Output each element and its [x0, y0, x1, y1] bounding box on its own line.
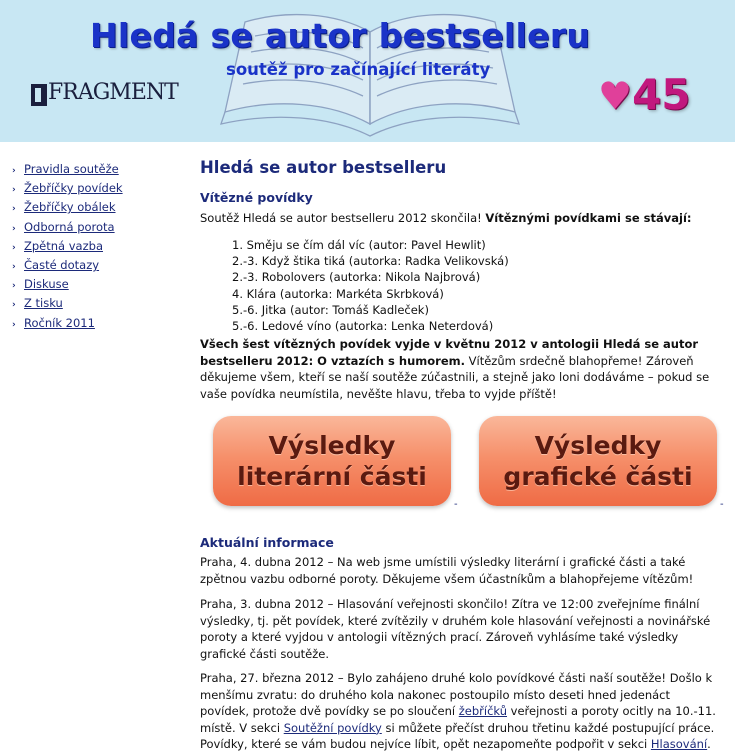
sidebar-item-caste-dotazy	[12, 256, 182, 275]
site-subtitle: soutěž pro začínající literáty	[226, 60, 491, 79]
news3-text-b: veřejnosti a poroty ocitly na 10.-11. místě. V sekci	[200, 704, 716, 735]
site-header	[0, 0, 735, 142]
intro-bold: Vítěznými povídkami se stávají:	[485, 211, 692, 225]
sidebar-link[interactable]: Diskuse	[24, 277, 69, 292]
chevron-right-icon: ›	[12, 281, 16, 292]
news-heading: Aktuální informace	[200, 535, 334, 550]
sidebar-link[interactable]: Z tisku	[24, 296, 63, 311]
heart-counter[interactable]	[598, 70, 691, 119]
page-title: Hledá se autor bestselleru	[200, 158, 447, 177]
sidebar-item-odborna-porota	[12, 218, 182, 237]
sidebar-item-diskuse	[12, 275, 182, 294]
sidebar-nav	[12, 160, 182, 333]
chevron-right-icon: ›	[12, 223, 16, 234]
heart-icon: ♥	[598, 74, 633, 118]
chevron-right-icon: ›	[12, 166, 16, 176]
sidebar-link[interactable]: Žebříčky povídek	[24, 181, 123, 196]
list-item: 2.-3. Když štika tiká (autorka: Radka Velikovská)	[232, 254, 509, 269]
chevron-right-icon: ›	[12, 204, 16, 215]
sidebar-link[interactable]: Žebříčky obálek	[24, 200, 116, 215]
list-item: 4. Klára (autorka: Markéta Skrbková)	[232, 286, 444, 301]
news3-text-d: .	[707, 737, 711, 751]
sidebar-link[interactable]: Pravidla soutěže	[24, 162, 119, 176]
list-item: 2.-3. Robolovers (autorka: Nikola Najbrová)	[232, 270, 481, 285]
literary-results-button[interactable]: Výsledky literární části	[213, 416, 451, 506]
news-item-2: Praha, 3. dubna 2012 – Hlasování veřejnosti skončilo! Zítra ve 12:00 zveřejníme finální výsledky, tj. pět povídek, které zvítězily v druhém kole hlasování veřejnosti a novinářské poroty a které vyjdou v antologii vítězných prací. Zároveň vyhlásíme také výsledky grafické části soutěže.	[200, 597, 711, 661]
sidebar-item-rocnik-2011	[12, 314, 182, 333]
sidebar-item-zebricky-obalek	[12, 198, 182, 217]
list-item: 1. Směju se čím dál víc (autor: Pavel Hewlit)	[232, 238, 486, 252]
anthology-paragraph	[200, 336, 720, 402]
winners-list	[232, 237, 509, 334]
hlasovani-link[interactable]: Hlasování	[650, 737, 708, 751]
news-item-3	[200, 670, 720, 753]
sidebar-link[interactable]: Odborná porota	[24, 219, 115, 234]
sidebar-item-pravidla	[12, 160, 182, 179]
soutezni-povidky-link[interactable]: Soutěžní povídky	[283, 720, 382, 735]
intro-text: Soutěž Hledá se autor bestselleru 2012 skončila!	[200, 211, 486, 225]
chevron-right-icon: ›	[12, 261, 16, 272]
chevron-right-icon: ›	[12, 242, 16, 253]
anthology-text: Vítězům srdečně blahopřeme! Zároveň děkujeme všem, kteří se naší soutěže zúčastnili, a stejně jako loni dodáváme – pokud se vaše povídka neumístila, nevěšte hlavu, třeba to vyjde příště!	[200, 353, 710, 401]
news-item-1: Praha, 4. dubna 2012 – Na web jsme umístili výsledky literární i grafické části a také zpětnou vazbu odborné poroty. Děkujeme všem účastníkům a blahopřejeme vítězům!	[200, 555, 694, 586]
chevron-right-icon: ›	[12, 319, 16, 330]
list-item: 5.-6. Jitka (autor: Tomáš Kadleček)	[232, 302, 429, 317]
heart-count-value: 45	[632, 70, 691, 119]
anthology-bold: Všech šest vítězných povídek vyjde v květnu 2012 v antologii Hledá se autor bestselleru 2012: O vztazích s humorem.	[200, 337, 699, 368]
literary-button-dash: -	[454, 499, 458, 510]
news3-text-c: si můžete přečíst druhou třetinu každé postupující práce. Povídky, které se vám budou nejvíce líbit, opět nezapomeňte podpořit v sekci	[200, 720, 715, 751]
list-item: 5.-6. Ledové víno (autorka: Lenka Neterdová)	[232, 319, 494, 334]
sidebar-link[interactable]: Ročník 2011	[24, 315, 95, 330]
zebricky-link[interactable]: žebříčků	[458, 704, 508, 718]
sidebar-item-zebricky-povidek	[12, 179, 182, 198]
site-title: Hledá se autor bestselleru	[90, 16, 591, 55]
sidebar-item-zpetna-vazba	[12, 237, 182, 256]
sidebar-item-z-tisku	[12, 294, 182, 313]
chevron-right-icon: ›	[12, 185, 16, 196]
sidebar-link[interactable]: Časté dotazy	[24, 257, 100, 272]
sidebar-link[interactable]: Zpětná vazba	[24, 238, 103, 253]
chevron-right-icon: ›	[12, 300, 16, 311]
graphic-results-button[interactable]: Výsledky grafické části	[479, 416, 717, 506]
news3-text-a: Praha, 27. března 2012 – Bylo zahájeno druhé kolo povídkové části naší soutěže! Došlo k menšímu zvratu: do druhého kola nakonec postoupilo místo deseti hned jedenáct povídek, protože dvě povídky se po sloučení	[200, 671, 713, 718]
intro-paragraph	[200, 210, 691, 227]
fragment-logo-text: FRAGMENT	[48, 80, 178, 105]
winners-heading: Vítězné povídky	[200, 190, 313, 205]
graphic-button-dash: -	[720, 499, 724, 510]
fragment-logo[interactable]	[30, 80, 180, 113]
